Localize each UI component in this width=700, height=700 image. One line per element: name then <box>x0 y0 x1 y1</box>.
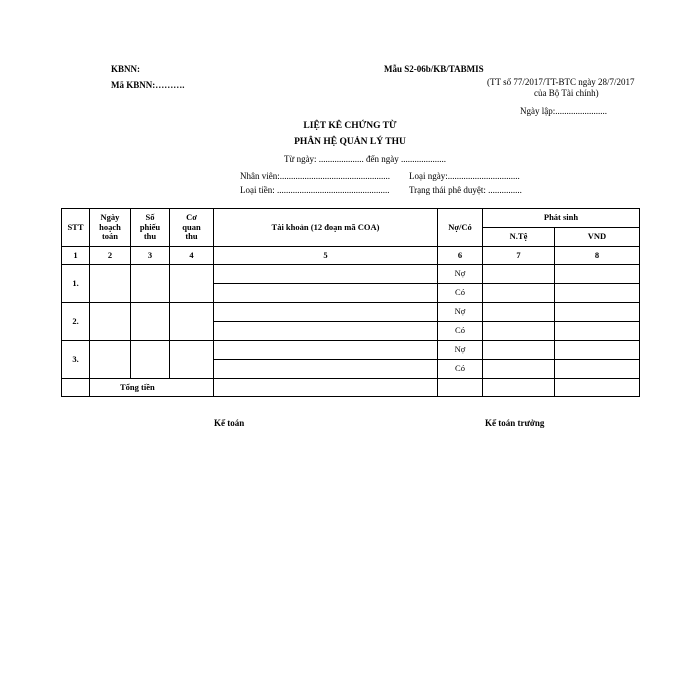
header-arising: Phát sinh <box>483 209 640 228</box>
circular-issuer: của Bộ Tài chính) <box>534 88 599 98</box>
cell-original-currency <box>483 360 555 379</box>
cell-vnd <box>555 284 640 303</box>
total-row <box>62 379 640 397</box>
chief-accountant-signature-label: Kế toán trưởng <box>485 418 545 428</box>
cell-vnd <box>555 341 640 360</box>
document-title: LIỆT KÊ CHỨNG TỪ <box>303 121 397 131</box>
cell-original-currency <box>483 303 555 322</box>
header-agency-line3: thu <box>185 231 198 242</box>
header-accounting-date-line1: Ngày <box>100 212 120 223</box>
kbnn-label: KBNN: <box>111 64 140 74</box>
cell-vnd <box>555 360 640 379</box>
employee-filter: Nhân viên:................................................. <box>240 171 390 181</box>
table-row <box>62 303 640 322</box>
cell-receipt-no <box>131 341 170 379</box>
cell-vnd <box>555 303 640 322</box>
column-number: 2 <box>90 247 131 265</box>
cell-credit: Có <box>438 360 483 379</box>
cell-receipt-no <box>131 265 170 303</box>
total-label <box>90 379 214 397</box>
cell-accounting-date <box>90 265 131 303</box>
table-row <box>62 341 640 360</box>
cell-original-currency <box>483 284 555 303</box>
cell-accounting-date <box>90 341 131 379</box>
header-receipt-no-line1: Số <box>145 212 155 223</box>
header-stt: STT <box>62 209 90 247</box>
cell-original-currency <box>483 322 555 341</box>
table-row <box>62 265 640 284</box>
form-code: Mẫu S2-06b/KB/TABMIS <box>384 64 484 74</box>
header-accounting-date-line2: hoạch <box>99 221 121 232</box>
total-debit-credit-cell <box>438 379 483 397</box>
date-range: Từ ngày: .................... đến ngày .................... <box>283 154 447 164</box>
created-date: Ngày lập:....................... <box>520 106 607 116</box>
cell-debit: Nợ <box>438 303 483 322</box>
approval-status-filter: Trạng thái phê duyệt: ............... <box>409 185 522 195</box>
date-type-filter: Loại ngày:................................ <box>409 171 520 181</box>
column-number: 4 <box>170 247 214 265</box>
row-stt: 1. <box>62 265 90 303</box>
cell-debit: Nợ <box>438 341 483 360</box>
column-number: 5 <box>214 247 438 265</box>
currency-type-filter: Loại tiền: .................................................. <box>240 185 390 195</box>
header-row-1 <box>62 209 640 228</box>
header-receipt-no-line2: phiếu <box>139 221 161 232</box>
circular-reference: (TT số 77/2017/TT-BTC ngày 28/7/2017 <box>487 77 635 87</box>
total-label-text: Tổng tiền <box>120 381 155 392</box>
cell-vnd <box>555 322 640 341</box>
header-collecting-agency <box>170 209 214 247</box>
cell-original-currency <box>483 265 555 284</box>
header-agency-line2: quan <box>182 221 201 232</box>
cell-original-currency <box>483 341 555 360</box>
ma-kbnn-label: Mã KBNN:………. <box>111 80 185 90</box>
column-number: 6 <box>438 247 483 265</box>
accountant-signature-label: Kế toán <box>214 418 245 428</box>
header-account: Tài khoản (12 đoạn mã COA) <box>214 209 438 247</box>
cell-accounting-date <box>90 303 131 341</box>
voucher-list-table <box>61 208 640 397</box>
cell-account <box>214 303 438 322</box>
cell-debit: Nợ <box>438 265 483 284</box>
cell-account <box>214 341 438 360</box>
header-receipt-no <box>131 209 170 247</box>
cell-vnd <box>555 265 640 284</box>
total-vnd-cell <box>555 379 640 397</box>
total-account-cell <box>214 379 438 397</box>
total-original-currency-cell <box>483 379 555 397</box>
column-number: 1 <box>62 247 90 265</box>
row-stt: 2. <box>62 303 90 341</box>
cell-account <box>214 284 438 303</box>
cell-collecting-agency <box>170 341 214 379</box>
header-debit-credit: Nợ/Có <box>438 209 483 247</box>
cell-account <box>214 322 438 341</box>
total-stt-cell <box>62 379 90 397</box>
column-number: 8 <box>555 247 640 265</box>
cell-collecting-agency <box>170 265 214 303</box>
cell-collecting-agency <box>170 303 214 341</box>
column-number: 3 <box>131 247 170 265</box>
cell-receipt-no <box>131 303 170 341</box>
header-vnd: VND <box>555 228 640 247</box>
document-subtitle: PHÂN HỆ QUẢN LÝ THU <box>294 137 406 147</box>
header-receipt-no-line3: thu <box>143 231 157 242</box>
row-stt: 3. <box>62 341 90 379</box>
header-agency-line1: Cơ <box>186 212 197 223</box>
cell-account <box>214 360 438 379</box>
cell-account <box>214 265 438 284</box>
header-original-currency: N.Tệ <box>483 228 555 247</box>
cell-credit: Có <box>438 284 483 303</box>
header-accounting-date <box>90 209 131 247</box>
column-number-row <box>62 247 640 265</box>
header-accounting-date-line3: toán <box>101 231 119 242</box>
cell-credit: Có <box>438 322 483 341</box>
column-number: 7 <box>483 247 555 265</box>
